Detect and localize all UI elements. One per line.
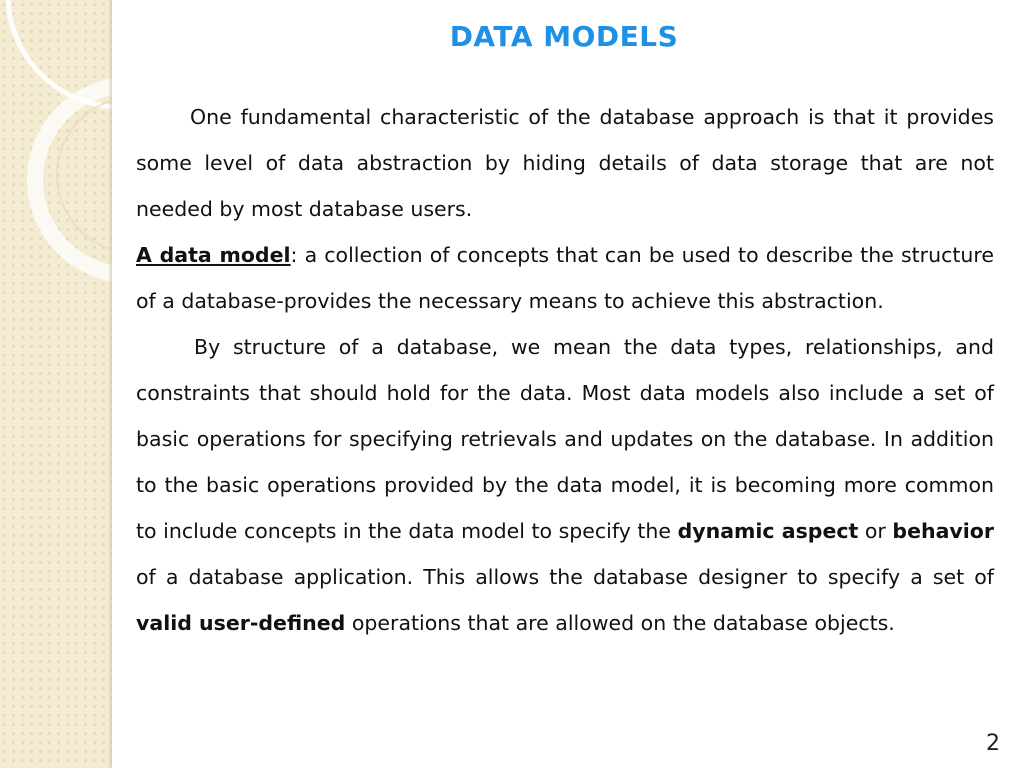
structure-text-part1: By structure of a database, we mean the data types, relationships, and constraints that should hold for the data. Most data models also include a set of basic operations for specifying retrievals and updates on the database. In addition to the basic operations provided by the data model, it is becoming more common to include concepts in the data model to specify the <box>136 335 994 543</box>
data-model-term: A data model <box>136 243 291 267</box>
structure-text-part3: of a database application. This allows the database designer to specify a set of <box>136 565 994 589</box>
data-model-definition-text: : a collection of concepts that can be used to describe the structure of a database-provides the necessary means to achieve this abstraction. <box>136 243 994 313</box>
paragraph-structure <box>136 324 994 646</box>
decorative-ring-thick <box>35 85 112 275</box>
structure-text-part4: operations that are allowed on the database objects. <box>345 611 895 635</box>
behavior-term: behavior <box>892 519 994 543</box>
slide-title: DATA MODELS <box>449 20 679 53</box>
valid-user-defined-term: valid user-defined <box>136 611 346 635</box>
decorative-side-panel <box>0 0 112 768</box>
dynamic-aspect-term: dynamic aspect <box>677 519 859 543</box>
structure-text-part2: or <box>858 519 893 543</box>
decorative-rings-graphic <box>0 0 112 768</box>
page-number: 2 <box>986 731 1000 756</box>
paragraph-data-model-definition <box>136 232 994 324</box>
paragraph-abstraction: One fundamental characteristic of the database approach is that it provides some level of data abstraction by hiding details of data storage that are not needed by most database users. <box>136 105 994 221</box>
slide-body <box>136 94 994 646</box>
